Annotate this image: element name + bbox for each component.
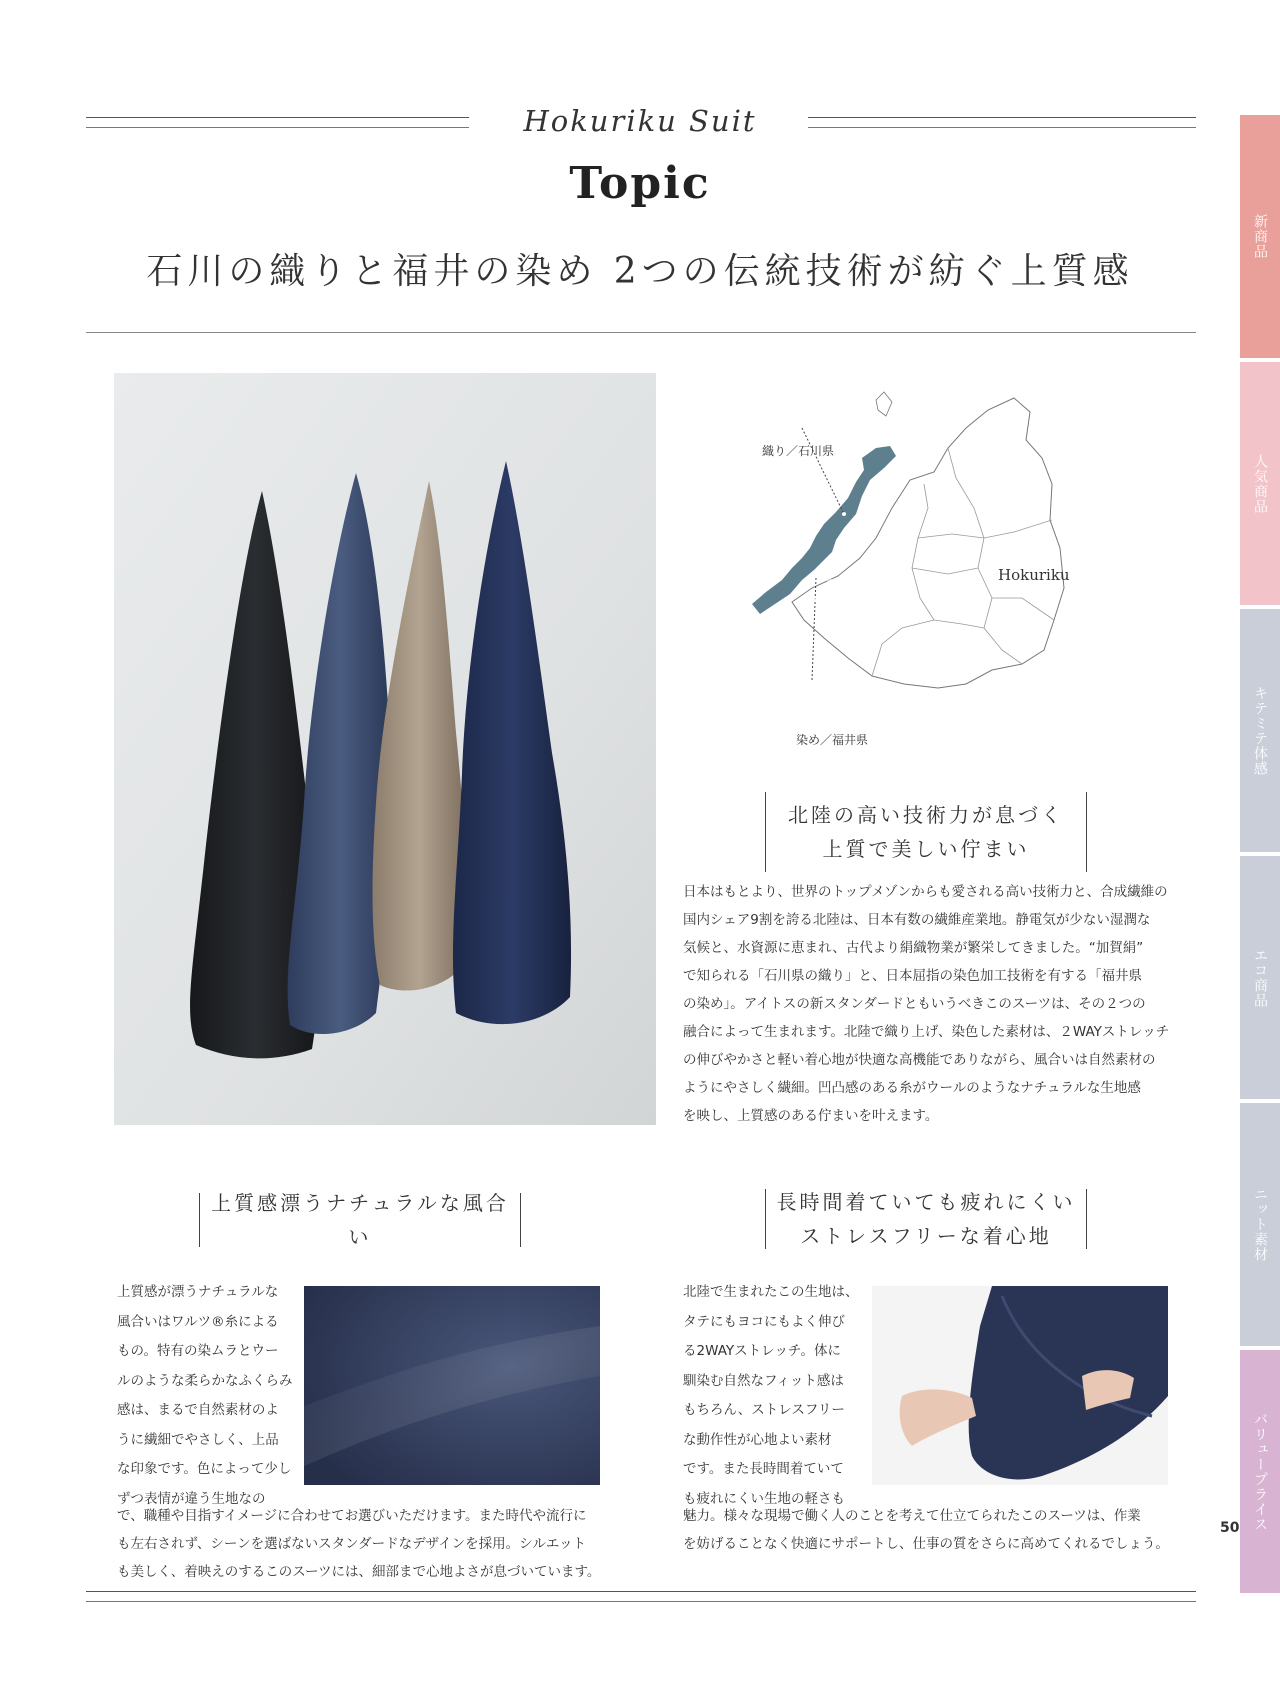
map-region-label: Hokuriku [998, 566, 1070, 584]
heading-main-line1: 北陸の高い技術力が息づく [788, 803, 1064, 827]
side-tab-label: ニット素材 [1252, 1187, 1268, 1262]
side-tab-label: キテミテ体感 [1252, 685, 1268, 776]
map-label-dye-fukui: 染め／福井県 [796, 733, 869, 747]
headline: 石川の織りと福井の染め 2つの伝統技術が紡ぐ上質感 [146, 251, 1134, 292]
heading-main-line2: 上質で美しい佇まい [822, 837, 1030, 861]
comfort-body-top: 北陸で生まれたこの生地は、 タテにもヨコにもよく伸び る2WAYストレッチ。体に 馴染む自然なフィット感は もちろん、ストレスフリー な動作性が心地よい素材 です。また長時間着ていて も疲れにくい生地の軽さも [683, 1284, 859, 1507]
heading-comfort-line1: 長時間着ていても疲れにくい [776, 1190, 1076, 1214]
header-divider [86, 332, 1196, 333]
main-body-text: 日本はもとより、世界のトップメゾンからも愛される高い技術力と、合成繊維の 国内シェア9割を誇る北陸は、日本有数の繊維産業地。静電気が少ない湿潤な 気候と、水資源に恵まれ、古代より絹織物業が繁栄してきました。“加賀絹” で知られる「石川県の織り」と、日本屈指の染色加工技術を有する「福井県 の染め」。アイトスの新スタンダードともいうべきこのスーツは、その２つの 融合によって生まれます。北陸で織り上げ、染色した素材は、２WAYストレッチ の伸びやかさと軽い着心地が快適な高機能でありながら、風合いは自然素材の ようにやさしく繊細。凹凸感のある糸がウールのようなナチュラルな生地感 を映し、上質感のある佇まいを叶えます。 [683, 884, 1170, 1124]
heading-texture-text: 上質感漂うナチュラルな風合い [211, 1191, 509, 1249]
heading-texture [199, 1193, 521, 1247]
map-fukui-tag: FUKUI [814, 596, 835, 604]
page-number: 50 [1220, 1520, 1240, 1536]
map-ishikawa-tag-2: KAWA [827, 578, 848, 586]
stretch-fabric-photo [872, 1286, 1168, 1485]
hokuriku-map [752, 388, 1072, 718]
heading-comfort [765, 1189, 1087, 1249]
map-label-weave-ishikawa: 織り／石川県 [762, 444, 835, 458]
map-ishikawa-tag-1: ISHI [825, 567, 839, 575]
side-tab-label: 人気商品 [1252, 453, 1268, 514]
page-title: Topic [569, 158, 711, 209]
texture-body-bottom: で、職種や目指すイメージに合わせてお選びいただけます。また時代や流行に も左右されず、シーンを選ばないスタンダードなデザインを採用。シルエット も美しく、着映えのするこのスーツには、細部まで心地よさが息づいています。 [117, 1508, 601, 1580]
side-tab-kitemite[interactable] [1240, 609, 1280, 852]
side-tab-popular[interactable] [1240, 362, 1280, 605]
side-tab-value-price[interactable] [1240, 1350, 1280, 1593]
heading-comfort-line2: ストレスフリーな着心地 [800, 1224, 1052, 1248]
side-tab-label: 新商品 [1252, 214, 1268, 259]
side-tab-label: エコ商品 [1252, 947, 1268, 1008]
fabric-closeup-photo [304, 1286, 600, 1485]
series-title: Hokuriku Suit [523, 104, 757, 138]
texture-body-top: 上質感が漂うナチュラルな 風合いはワルツ®糸による もの。特有の染ムラとウー ルのような柔らかなふくらみ 感は、まるで自然素材のよ うに繊細でやさしく、上品 な印象です。色によって少し ずつ表情が違う生地なの [117, 1284, 293, 1507]
heading-main [765, 792, 1087, 872]
side-tab-eco[interactable] [1240, 856, 1280, 1099]
side-tab-label: バリュープライス [1252, 1411, 1268, 1532]
comfort-body-bottom: 魅力。様々な現場で働く人のことを考えて仕立てられたこのスーツは、作業 を妨げることなく快適にサポートし、仕事の質をさらに高めてくれるでしょう。 [683, 1508, 1169, 1552]
footer-rule [86, 1591, 1196, 1602]
fabric-hanging-photo [114, 373, 656, 1125]
side-tab-knit[interactable] [1240, 1103, 1280, 1346]
side-tab-new-products[interactable] [1240, 115, 1280, 358]
